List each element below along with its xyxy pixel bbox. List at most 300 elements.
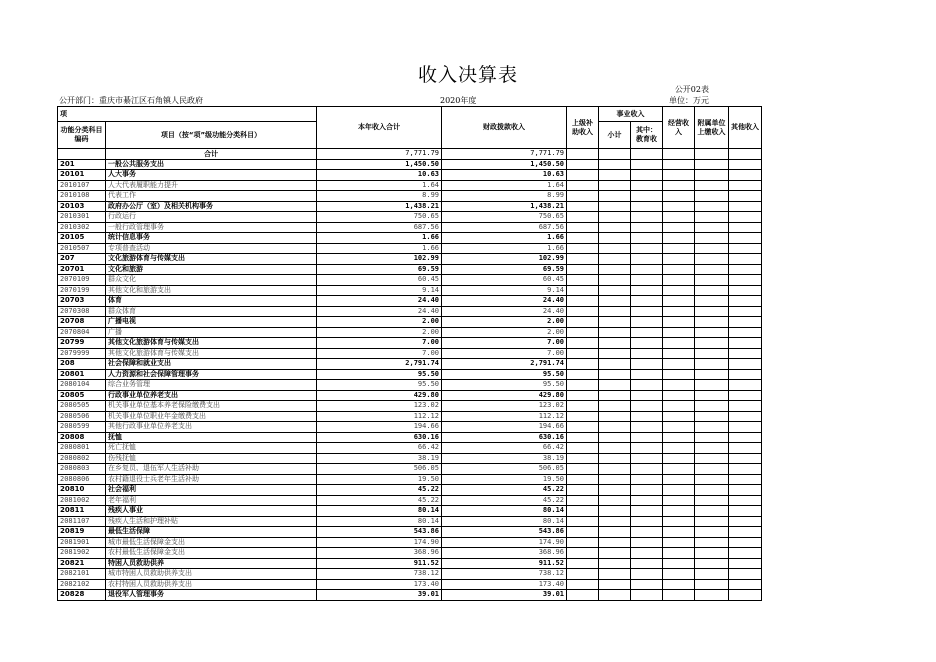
row-total-income: 66.42 xyxy=(317,443,442,454)
row-subtotal xyxy=(599,180,631,191)
row-total-income: 95.50 xyxy=(317,380,442,391)
row-fiscal: 1.66 xyxy=(442,233,567,244)
row-code: 2080803 xyxy=(58,464,106,475)
row-other xyxy=(729,464,762,475)
row-code: 2070109 xyxy=(58,275,106,286)
row-affiliated xyxy=(695,411,729,422)
row-affiliated xyxy=(695,317,729,328)
row-upper xyxy=(567,527,599,538)
row-affiliated xyxy=(695,527,729,538)
row-subtotal xyxy=(599,380,631,391)
row-education xyxy=(631,516,663,527)
row-fiscal: 543.86 xyxy=(442,527,567,538)
row-education xyxy=(631,506,663,517)
table-row xyxy=(58,474,762,485)
row-upper xyxy=(567,170,599,181)
row-education xyxy=(631,275,663,286)
row-subtotal xyxy=(599,485,631,496)
table-row xyxy=(58,411,762,422)
row-code: 2070804 xyxy=(58,327,106,338)
row-total-income: 69.59 xyxy=(317,264,442,275)
row-code: 20808 xyxy=(58,432,106,443)
row-other xyxy=(729,233,762,244)
row-other xyxy=(729,275,762,286)
year-label: 2020年度 xyxy=(440,96,477,105)
row-operating xyxy=(663,212,695,223)
row-fiscal: 194.66 xyxy=(442,422,567,433)
header-xiang: 项 xyxy=(58,107,317,122)
page-title: 收入决算表 xyxy=(417,64,518,86)
table-row xyxy=(58,317,762,328)
row-education xyxy=(631,527,663,538)
row-total-income: 2.00 xyxy=(317,327,442,338)
row-education xyxy=(631,359,663,370)
row-name: 文化和旅游 xyxy=(106,264,317,275)
row-other xyxy=(729,558,762,569)
row-name: 社会保障和就业支出 xyxy=(106,359,317,370)
row-other xyxy=(729,390,762,401)
row-total-income: 173.40 xyxy=(317,579,442,590)
row-education xyxy=(631,159,663,170)
row-other xyxy=(729,222,762,233)
row-subtotal xyxy=(599,191,631,202)
row-fiscal: 8.99 xyxy=(442,191,567,202)
row-subtotal xyxy=(599,264,631,275)
row-code: 2080599 xyxy=(58,422,106,433)
row-other xyxy=(729,180,762,191)
row-affiliated xyxy=(695,548,729,559)
table-row xyxy=(58,548,762,559)
row-upper xyxy=(567,558,599,569)
row-upper xyxy=(567,380,599,391)
row-other xyxy=(729,422,762,433)
table-row xyxy=(58,348,762,359)
row-subtotal xyxy=(599,569,631,580)
row-affiliated xyxy=(695,485,729,496)
row-upper xyxy=(567,191,599,202)
row-fiscal: 1,450.50 xyxy=(442,159,567,170)
row-operating xyxy=(663,285,695,296)
row-total-income: 174.90 xyxy=(317,537,442,548)
row-upper xyxy=(567,275,599,286)
row-other xyxy=(729,474,762,485)
table-row xyxy=(58,180,762,191)
row-operating xyxy=(663,296,695,307)
row-upper xyxy=(567,464,599,475)
row-affiliated xyxy=(695,443,729,454)
row-name: 行政运行 xyxy=(106,212,317,223)
row-other xyxy=(729,170,762,181)
row-code: 2081107 xyxy=(58,516,106,527)
row-subtotal xyxy=(599,401,631,412)
table-row xyxy=(58,464,762,475)
row-subtotal xyxy=(599,254,631,265)
row-total-income: 80.14 xyxy=(317,516,442,527)
row-affiliated xyxy=(695,254,729,265)
row-subtotal xyxy=(599,201,631,212)
row-fiscal: 102.99 xyxy=(442,254,567,265)
row-subtotal xyxy=(599,558,631,569)
table-row xyxy=(58,569,762,580)
row-education xyxy=(631,191,663,202)
table-row xyxy=(58,422,762,433)
row-operating xyxy=(663,537,695,548)
row-affiliated xyxy=(695,401,729,412)
row-upper xyxy=(567,411,599,422)
row-subtotal xyxy=(599,296,631,307)
department-label: 公开部门：重庆市綦江区石角镇人民政府 xyxy=(59,96,203,105)
row-total-income: 102.99 xyxy=(317,254,442,265)
row-name: 社会福利 xyxy=(106,485,317,496)
row-code: 20801 xyxy=(58,369,106,380)
table-row xyxy=(58,212,762,223)
row-total-income: 7.00 xyxy=(317,348,442,359)
row-subtotal xyxy=(599,411,631,422)
table-row xyxy=(58,359,762,370)
row-code: 2010107 xyxy=(58,180,106,191)
row-name: 人大事务 xyxy=(106,170,317,181)
row-operating xyxy=(663,159,695,170)
row-code: 20101 xyxy=(58,170,106,181)
row-other xyxy=(729,348,762,359)
row-affiliated xyxy=(695,380,729,391)
row-code xyxy=(58,149,106,160)
table-row xyxy=(58,275,762,286)
row-operating xyxy=(663,506,695,517)
row-code: 20821 xyxy=(58,558,106,569)
row-education xyxy=(631,296,663,307)
row-total-income: 506.05 xyxy=(317,464,442,475)
row-education xyxy=(631,495,663,506)
row-code: 2080801 xyxy=(58,443,106,454)
row-name: 抚恤 xyxy=(106,432,317,443)
row-code: 20805 xyxy=(58,390,106,401)
row-subtotal xyxy=(599,348,631,359)
row-total-income: 19.50 xyxy=(317,474,442,485)
row-education xyxy=(631,569,663,580)
row-code: 20703 xyxy=(58,296,106,307)
row-upper xyxy=(567,285,599,296)
row-upper xyxy=(567,579,599,590)
table-row xyxy=(58,485,762,496)
row-affiliated xyxy=(695,516,729,527)
row-upper xyxy=(567,327,599,338)
row-education xyxy=(631,380,663,391)
row-total-income: 39.01 xyxy=(317,590,442,601)
row-code: 2010108 xyxy=(58,191,106,202)
row-code: 2010302 xyxy=(58,222,106,233)
row-fiscal: 7.00 xyxy=(442,338,567,349)
row-other xyxy=(729,537,762,548)
row-total-income: 7,771.79 xyxy=(317,149,442,160)
table-row xyxy=(58,590,762,601)
table-row xyxy=(58,338,762,349)
row-total-income: 60.45 xyxy=(317,275,442,286)
row-fiscal: 630.16 xyxy=(442,432,567,443)
row-fiscal: 1.66 xyxy=(442,243,567,254)
row-operating xyxy=(663,275,695,286)
row-subtotal xyxy=(599,327,631,338)
row-other xyxy=(729,317,762,328)
row-fiscal: 7,771.79 xyxy=(442,149,567,160)
row-code: 2070199 xyxy=(58,285,106,296)
row-name: 广播电视 xyxy=(106,317,317,328)
row-code: 201 xyxy=(58,159,106,170)
row-total-income: 1.66 xyxy=(317,233,442,244)
table-row xyxy=(58,516,762,527)
row-name: 合计 xyxy=(106,149,317,160)
row-operating xyxy=(663,380,695,391)
row-education xyxy=(631,548,663,559)
row-total-income: 1,450.50 xyxy=(317,159,442,170)
row-fiscal: 45.22 xyxy=(442,485,567,496)
row-education xyxy=(631,327,663,338)
row-affiliated xyxy=(695,590,729,601)
row-total-income: 1.66 xyxy=(317,243,442,254)
header-code: 功能分类科目编码 xyxy=(58,122,106,149)
row-upper xyxy=(567,548,599,559)
row-name: 群众文化 xyxy=(106,275,317,286)
row-affiliated xyxy=(695,506,729,517)
row-upper xyxy=(567,359,599,370)
row-total-income: 687.56 xyxy=(317,222,442,233)
row-operating xyxy=(663,411,695,422)
row-upper xyxy=(567,369,599,380)
row-code: 20828 xyxy=(58,590,106,601)
row-education xyxy=(631,170,663,181)
row-other xyxy=(729,191,762,202)
row-education xyxy=(631,212,663,223)
row-total-income: 95.50 xyxy=(317,369,442,380)
row-other xyxy=(729,201,762,212)
row-affiliated xyxy=(695,359,729,370)
header-subtotal: 小计 xyxy=(599,122,631,149)
row-affiliated xyxy=(695,159,729,170)
row-education xyxy=(631,401,663,412)
row-fiscal: 2,791.74 xyxy=(442,359,567,370)
table-row xyxy=(58,149,762,160)
row-affiliated xyxy=(695,243,729,254)
row-operating xyxy=(663,464,695,475)
row-fiscal: 24.40 xyxy=(442,296,567,307)
row-operating xyxy=(663,191,695,202)
row-fiscal: 173.40 xyxy=(442,579,567,590)
row-other xyxy=(729,579,762,590)
row-operating xyxy=(663,348,695,359)
row-operating xyxy=(663,558,695,569)
row-total-income: 543.86 xyxy=(317,527,442,538)
row-subtotal xyxy=(599,149,631,160)
row-other xyxy=(729,212,762,223)
row-upper xyxy=(567,243,599,254)
row-fiscal: 95.50 xyxy=(442,380,567,391)
row-name: 人大代表履职能力提升 xyxy=(106,180,317,191)
row-other xyxy=(729,401,762,412)
row-affiliated xyxy=(695,264,729,275)
row-upper xyxy=(567,254,599,265)
table-row xyxy=(58,443,762,454)
row-total-income: 911.52 xyxy=(317,558,442,569)
row-subtotal xyxy=(599,506,631,517)
row-education xyxy=(631,348,663,359)
row-upper xyxy=(567,212,599,223)
row-total-income: 750.65 xyxy=(317,212,442,223)
row-fiscal: 9.14 xyxy=(442,285,567,296)
row-total-income: 24.40 xyxy=(317,296,442,307)
header-operating: 经营收入 xyxy=(663,107,695,149)
row-upper xyxy=(567,569,599,580)
row-total-income: 194.66 xyxy=(317,422,442,433)
row-name: 政府办公厅（室）及相关机构事务 xyxy=(106,201,317,212)
row-operating xyxy=(663,569,695,580)
row-operating xyxy=(663,306,695,317)
row-fiscal: 7.00 xyxy=(442,348,567,359)
row-upper xyxy=(567,180,599,191)
row-education xyxy=(631,369,663,380)
row-total-income: 429.80 xyxy=(317,390,442,401)
row-upper xyxy=(567,422,599,433)
row-subtotal xyxy=(599,222,631,233)
table-row xyxy=(58,527,762,538)
row-code: 20708 xyxy=(58,317,106,328)
row-name: 农村特困人员救助供养支出 xyxy=(106,579,317,590)
row-code: 2080806 xyxy=(58,474,106,485)
header-affiliated: 附属单位上缴收入 xyxy=(695,107,729,149)
row-subtotal xyxy=(599,527,631,538)
row-operating xyxy=(663,495,695,506)
row-upper xyxy=(567,348,599,359)
row-operating xyxy=(663,254,695,265)
row-name: 其他行政事业单位养老支出 xyxy=(106,422,317,433)
row-fiscal: 80.14 xyxy=(442,506,567,517)
row-fiscal: 60.45 xyxy=(442,275,567,286)
row-subtotal xyxy=(599,285,631,296)
row-education xyxy=(631,390,663,401)
row-affiliated xyxy=(695,579,729,590)
row-upper xyxy=(567,159,599,170)
table-row xyxy=(58,506,762,517)
row-affiliated xyxy=(695,495,729,506)
row-affiliated xyxy=(695,233,729,244)
row-fiscal: 123.02 xyxy=(442,401,567,412)
header-business: 事业收入 xyxy=(599,107,663,122)
row-subtotal xyxy=(599,212,631,223)
table-row xyxy=(58,369,762,380)
row-upper xyxy=(567,506,599,517)
row-other xyxy=(729,296,762,307)
row-affiliated xyxy=(695,422,729,433)
row-affiliated xyxy=(695,149,729,160)
row-total-income: 123.02 xyxy=(317,401,442,412)
row-name: 专项普查活动 xyxy=(106,243,317,254)
table-row xyxy=(58,401,762,412)
row-total-income: 2.00 xyxy=(317,317,442,328)
row-education xyxy=(631,485,663,496)
row-name: 行政事业单位养老支出 xyxy=(106,390,317,401)
row-total-income: 1.64 xyxy=(317,180,442,191)
row-name: 一般行政管理事务 xyxy=(106,222,317,233)
row-total-income: 38.19 xyxy=(317,453,442,464)
row-subtotal xyxy=(599,243,631,254)
table-row xyxy=(58,296,762,307)
row-other xyxy=(729,590,762,601)
row-affiliated xyxy=(695,558,729,569)
row-affiliated xyxy=(695,369,729,380)
row-subtotal xyxy=(599,338,631,349)
row-affiliated xyxy=(695,212,729,223)
row-fiscal: 10.63 xyxy=(442,170,567,181)
row-name: 城市最低生活保障金支出 xyxy=(106,537,317,548)
row-subtotal xyxy=(599,422,631,433)
row-operating xyxy=(663,432,695,443)
row-fiscal: 66.42 xyxy=(442,443,567,454)
row-affiliated xyxy=(695,432,729,443)
table-row xyxy=(58,159,762,170)
header-total-income: 本年收入合计 xyxy=(317,107,442,149)
row-name: 文化旅游体育与传媒支出 xyxy=(106,254,317,265)
row-total-income: 80.14 xyxy=(317,506,442,517)
table-row xyxy=(58,222,762,233)
row-total-income: 112.12 xyxy=(317,411,442,422)
row-subtotal xyxy=(599,453,631,464)
row-upper xyxy=(567,317,599,328)
row-name: 其他文化和旅游支出 xyxy=(106,285,317,296)
row-affiliated xyxy=(695,453,729,464)
row-other xyxy=(729,254,762,265)
row-operating xyxy=(663,548,695,559)
row-name: 死亡抚恤 xyxy=(106,443,317,454)
income-table xyxy=(57,106,762,601)
row-operating xyxy=(663,453,695,464)
row-subtotal xyxy=(599,474,631,485)
row-fiscal: 506.05 xyxy=(442,464,567,475)
row-subtotal xyxy=(599,275,631,286)
row-education xyxy=(631,222,663,233)
row-subtotal xyxy=(599,317,631,328)
row-other xyxy=(729,306,762,317)
row-code: 20105 xyxy=(58,233,106,244)
row-subtotal xyxy=(599,443,631,454)
row-education xyxy=(631,254,663,265)
table-row xyxy=(58,201,762,212)
header-upper: 上级补助收入 xyxy=(567,107,599,149)
row-operating xyxy=(663,170,695,181)
table-row xyxy=(58,285,762,296)
table-row xyxy=(58,558,762,569)
row-fiscal: 1.64 xyxy=(442,180,567,191)
row-upper xyxy=(567,338,599,349)
table-row xyxy=(58,390,762,401)
row-name: 机关事业单位基本养老保险缴费支出 xyxy=(106,401,317,412)
row-total-income: 9.14 xyxy=(317,285,442,296)
row-fiscal: 2.00 xyxy=(442,317,567,328)
row-upper xyxy=(567,233,599,244)
row-fiscal: 19.50 xyxy=(442,474,567,485)
row-name: 统计信息事务 xyxy=(106,233,317,244)
row-name: 体育 xyxy=(106,296,317,307)
row-operating xyxy=(663,338,695,349)
row-code: 2010507 xyxy=(58,243,106,254)
row-fiscal: 39.01 xyxy=(442,590,567,601)
row-code: 2080802 xyxy=(58,453,106,464)
table-row xyxy=(58,243,762,254)
row-subtotal xyxy=(599,548,631,559)
row-upper xyxy=(567,149,599,160)
header-education: 其中：教育收 xyxy=(631,122,663,149)
row-other xyxy=(729,432,762,443)
row-other xyxy=(729,264,762,275)
row-fiscal: 1,438.21 xyxy=(442,201,567,212)
